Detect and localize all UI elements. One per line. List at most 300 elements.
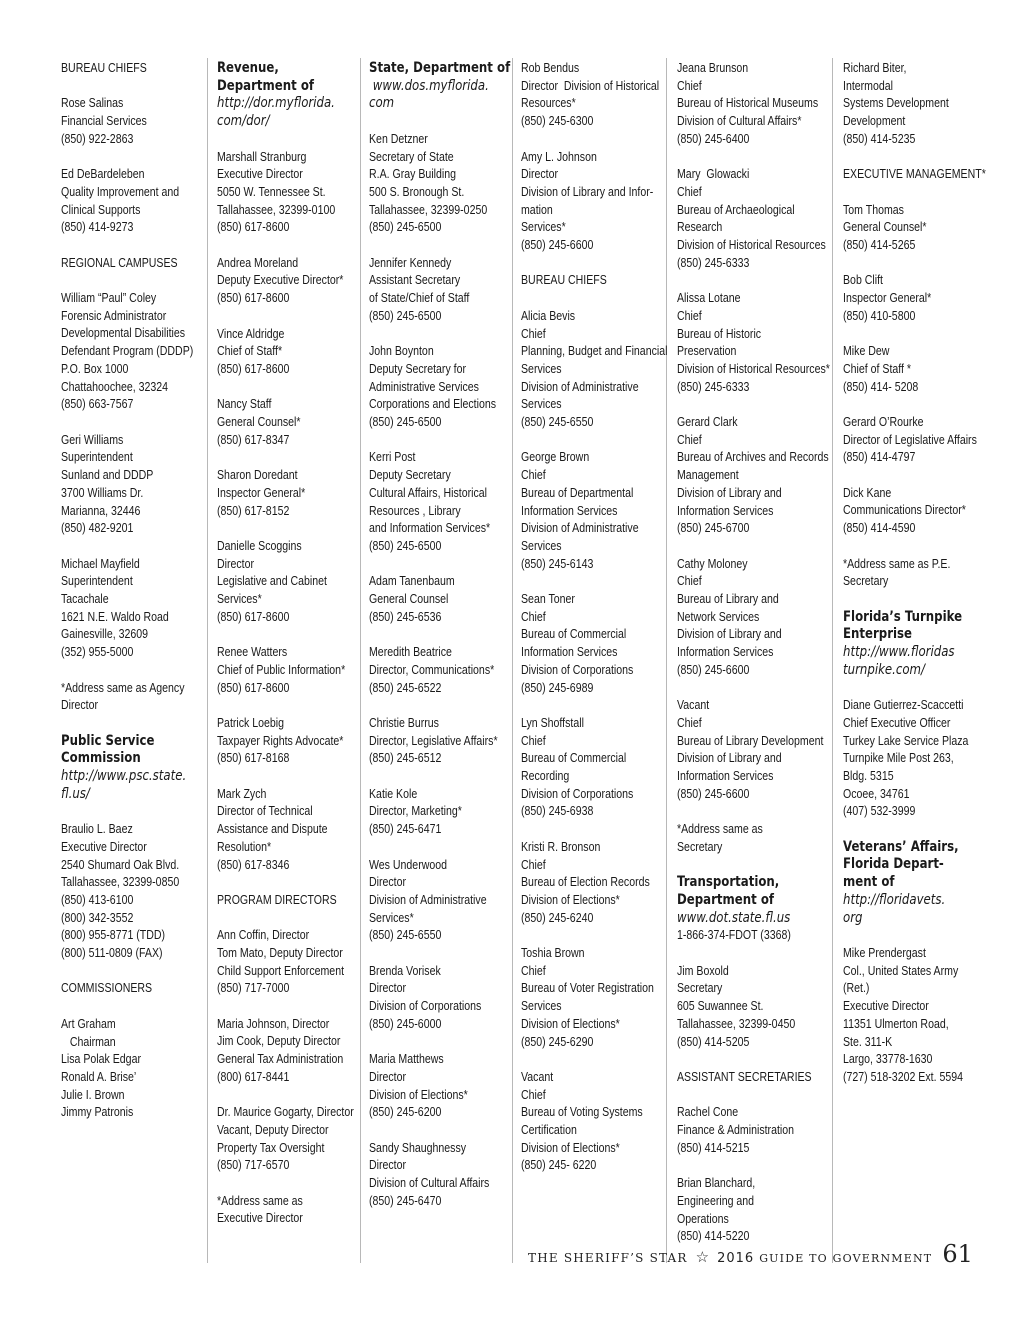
column-divider [832, 58, 833, 1263]
entry-line: Division of Library and [677, 485, 782, 500]
directory-entry [369, 255, 510, 326]
entry-line: Bureau of Voting Systems [521, 1105, 643, 1120]
entry-line: (352) 955-5000 [61, 645, 134, 660]
entry-line: (850) 245-6290 [521, 1034, 594, 1049]
entry-line: Bureau of Voter Registration [521, 981, 654, 996]
directory-entry [843, 272, 986, 325]
entry-line: (850) 413-6100 [61, 892, 134, 907]
entry-line: Andrea Moreland [217, 255, 299, 270]
directory-entry [61, 432, 193, 538]
entry-line: Information Services [677, 645, 774, 660]
entry-line: Taxpayer Rights Advocate* [217, 733, 344, 748]
entry-line: Cultural Affairs, Historical [369, 485, 487, 500]
entry-line: Services* [521, 220, 566, 235]
page-footer [528, 1240, 973, 1274]
entry-line: Communications Director* [843, 503, 966, 518]
directory-entry [217, 927, 354, 998]
entry-line: Bureau of Archaeological [677, 202, 795, 217]
entry-line: Turnpike Mile Post 263, [843, 751, 954, 766]
entry-line: 605 Suwannee St. [677, 999, 764, 1014]
entry-line: 2540 Shumard Oak Blvd. [61, 857, 180, 872]
entry-line: Chattahoochee, 32324 [61, 379, 169, 394]
entry-line: Largo, 33778-1630 [843, 1052, 933, 1067]
agency-title: Transportation, [677, 874, 780, 891]
directory-entry [61, 680, 193, 715]
entry-line: Bureau of Commercial [521, 627, 627, 642]
entry-line: Mike Prendergast [843, 945, 926, 960]
entry-line: Division of Library and Infor- [521, 184, 654, 199]
star-icon: ☆ [695, 1248, 710, 1266]
entry-line: Rob Bendus [521, 61, 580, 75]
entry-line: Chief [521, 468, 546, 483]
entry-line: Vacant [677, 698, 710, 713]
entry-line: (850) 245-6600 [677, 662, 750, 677]
entry-line: 1621 N.E. Waldo Road [61, 609, 169, 624]
entry-line: *Address same as [677, 822, 763, 837]
entry-line: (850) 414-5220 [677, 1229, 750, 1244]
entry-line: Jim Cook, Deputy Director [217, 1034, 341, 1049]
entry-line: (850) 414-9273 [61, 220, 134, 235]
entry-line: Chief [521, 326, 546, 341]
entry-line: Tallahassee, 32399-0250 [369, 202, 488, 217]
entry-line: (850) 414-4797 [843, 450, 916, 465]
entry-line: Art Graham [61, 1016, 116, 1031]
entry-line: John Boynton [369, 344, 434, 359]
entry-line: Resources* [521, 96, 576, 111]
entry-line: Director [521, 167, 559, 182]
entry-line: Chief [677, 432, 702, 447]
entry-line: Information Services [677, 769, 774, 784]
directory-entry [61, 556, 193, 662]
entry-line: Bureau of Library and [677, 592, 779, 607]
entry-line: Intermodal [843, 78, 893, 93]
agency-header [843, 609, 986, 680]
entry-line: Chief [677, 308, 702, 323]
entry-line: Maria Johnson, Director [217, 1016, 330, 1031]
entry-line: Lisa Polak Edgar [61, 1052, 141, 1067]
entry-line: (850) 245-6500 [369, 538, 442, 553]
entry-line: Ocoee, 34761 [843, 786, 910, 801]
agency-title: State, Department of [369, 60, 511, 76]
entry-line: Legislative and Cabinet [217, 574, 327, 589]
entry-line: Tallahassee, 32399-0850 [61, 875, 180, 890]
entry-line: (850) 245-6471 [369, 822, 442, 837]
entry-line: (850) 414-5215 [677, 1140, 750, 1155]
entry-line: REGIONAL CAMPUSES [61, 255, 178, 270]
guide-year: 2016 [717, 1251, 755, 1266]
entry-line: Director [369, 1158, 407, 1173]
agency-title: Public Service [61, 732, 155, 749]
directory-entry [369, 857, 510, 946]
entry-line: (850) 245-6143 [521, 556, 594, 571]
directory-entry [369, 573, 510, 626]
column-5 [677, 60, 830, 1264]
directory-entry [217, 644, 354, 697]
column-6 [843, 60, 986, 1104]
entry-line: Division of Cultural Affairs* [677, 114, 802, 129]
entry-line: EXECUTIVE MANAGEMENT* [843, 167, 986, 182]
entry-line: and Information Services* [369, 521, 491, 536]
entry-line: Division of Elections* [521, 1140, 620, 1155]
directory-entry [521, 149, 667, 255]
entry-line: Vince Aldridge [217, 326, 285, 341]
agency-title: Florida Depart- [843, 856, 944, 873]
entry-line: Executive Director [843, 999, 929, 1014]
directory-entry [677, 963, 830, 1052]
directory-entry [61, 1016, 193, 1122]
entry-line: Division of Administrative [369, 892, 487, 907]
directory-entry [217, 326, 354, 379]
entry-line: Inspector General* [843, 291, 932, 306]
entry-line: COMMISSIONERS [61, 981, 153, 996]
entry-line: Resolution* [217, 839, 272, 854]
entry-line: Division of Library and [677, 751, 782, 766]
directory-entry [677, 166, 830, 272]
entry-line: Secretary [677, 839, 723, 854]
entry-line: Bureau of Historical Museums [677, 96, 819, 111]
entry-line: Sharon Doredant [217, 468, 298, 483]
entry-line: *Address same as Agency [61, 680, 185, 695]
entry-line: (850) 482-9201 [61, 521, 134, 536]
entry-line: Engineering and [677, 1193, 755, 1208]
entry-line: (850) 414- 5208 [843, 379, 919, 394]
column-divider [360, 58, 361, 1263]
entry-line: (850) 245-6240 [521, 910, 594, 925]
entry-line: Ronald A. Brise’ [61, 1069, 137, 1084]
entry-line: (850) 414-5265 [843, 238, 916, 252]
directory-entry [521, 591, 667, 697]
page-number: 61 [942, 1240, 973, 1268]
entry-line: Col., United States Army [843, 963, 959, 978]
entry-line: Deputy Executive Director* [217, 273, 344, 288]
entry-line: Alicia Bevis [521, 308, 576, 323]
agency-url: http://dor.myflorida. [217, 95, 335, 112]
column-divider [512, 58, 513, 1263]
entry-line: (850) 617-8600 [217, 291, 290, 306]
entry-line: (800) 617-8441 [217, 1069, 290, 1084]
entry-line: Mary Glowacki [677, 167, 750, 182]
directory-entry [521, 945, 667, 1051]
directory-entry [217, 538, 354, 627]
entry-line: Bureau of Library Development [677, 733, 824, 748]
directory-entry [217, 715, 354, 768]
entry-line: Patrick Loebig [217, 715, 285, 730]
entry-line: Bureau of Historic [677, 326, 762, 341]
agency-title: Veterans’ Affairs, [843, 838, 959, 855]
entry-line: (850) 245-6333 [677, 255, 750, 270]
entry-line: (407) 532-3999 [843, 804, 916, 819]
entry-line: Chief [521, 733, 546, 748]
directory-entry [369, 449, 510, 555]
entry-line: Operations [677, 1211, 729, 1226]
agency-url: com [369, 95, 395, 112]
entry-line: Resources , Library [369, 503, 461, 518]
directory-entry [521, 449, 667, 573]
entry-line: ASSISTANT SECRETARIES [677, 1069, 812, 1084]
entry-line: (850) 414-5235 [843, 131, 916, 146]
entry-line: Maria Matthews [369, 1052, 444, 1067]
entry-line: (850) 617-8600 [217, 609, 290, 624]
entry-line: Adam Tanenbaum [369, 574, 455, 589]
entry-line: Property Tax Oversight [217, 1140, 325, 1155]
entry-line: (850) 245-6989 [521, 680, 594, 695]
entry-line: Chief [677, 715, 702, 730]
entry-line: Chief [521, 963, 546, 978]
entry-line: Director [369, 875, 407, 890]
agency-url: com/dor/ [217, 113, 270, 130]
directory-entry [677, 697, 830, 803]
entry-line: Information Services [521, 503, 618, 518]
entry-line: Dr. Maurice Gogarty, Director [217, 1105, 354, 1120]
entry-line: Tom Thomas [843, 202, 904, 217]
agency-title: Florida’s Turnpike [843, 608, 963, 625]
directory-entry [843, 945, 986, 1087]
entry-line: (850) 245-6536 [369, 609, 442, 624]
entry-line: Marianna, 32446 [61, 503, 141, 518]
entry-line: Sunland and DDDP [61, 468, 154, 483]
entry-line: Network Services [677, 609, 760, 624]
entry-line: Tacachale [61, 592, 109, 606]
entry-line: Services [521, 999, 562, 1014]
entry-line: Bureau of Commercial [521, 751, 627, 766]
entry-line: Assistant Secretary [369, 273, 461, 288]
entry-line: Ann Coffin, Director [217, 928, 310, 943]
entry-line: (850) 245-6700 [677, 521, 750, 536]
entry-line: Secretary [843, 574, 889, 589]
directory-entry [217, 396, 354, 449]
entry-line: Katie Kole [369, 786, 418, 801]
directory-entry [217, 786, 354, 875]
entry-line: Ed DeBardeleben [61, 167, 145, 182]
entry-line: (800) 511-0809 (FAX) [61, 946, 163, 961]
entry-line: (850) 245-6300 [521, 114, 594, 129]
entry-line: 11351 Ulmerton Road, [843, 1016, 949, 1031]
entry-line: Tallahassee, 32399-0450 [677, 1016, 796, 1031]
entry-line: Chief [521, 857, 546, 872]
entry-line: Services [521, 538, 562, 553]
entry-line: (800) 955-8771 (TDD) [61, 928, 166, 943]
entry-line: Sandy Shaughnessy [369, 1140, 467, 1155]
entry-line: Services [521, 397, 562, 412]
entry-line: BUREAU CHIEFS [521, 273, 607, 288]
entry-line: Bldg. 5315 [843, 768, 894, 783]
entry-line: Michael Mayfield [61, 556, 140, 571]
directory-entry [677, 821, 830, 856]
entry-line: Kerri Post [369, 450, 416, 465]
entry-line: *Address same as [217, 1193, 303, 1208]
entry-line: Development [843, 114, 906, 129]
entry-line: Marshall Stranburg [217, 149, 307, 164]
entry-line: Turkey Lake Service Plaza [843, 733, 969, 748]
entry-line: Superintendent [61, 450, 133, 465]
directory-entry [217, 467, 354, 520]
entry-line: Mark Zych [217, 786, 267, 801]
agency-title: Revenue, [217, 60, 279, 76]
directory-entry [369, 131, 510, 237]
directory-entry [521, 308, 667, 432]
entry-line: (850) 617-8600 [217, 361, 290, 376]
entry-line: Mike Dew [843, 344, 890, 359]
directory-entry [369, 644, 510, 697]
entry-line: Kristi R. Bronson [521, 839, 601, 854]
entry-line: Julie I. Brown [61, 1087, 125, 1102]
entry-line: Chief [677, 78, 702, 93]
entry-line: Director, Marketing* [369, 804, 462, 819]
entry-line: Management [677, 468, 739, 483]
directory-entry [843, 60, 986, 149]
entry-line: Danielle Scoggins [217, 538, 302, 553]
entry-line: Chief [521, 609, 546, 624]
directory-entry [521, 1069, 667, 1175]
entry-line: Diane Gutierrez-Scaccetti [843, 698, 964, 713]
entry-line: Ste. 311-K [843, 1034, 893, 1049]
entry-line: Ken Detzner [369, 131, 428, 146]
entry-line: 500 S. Bronough St. [369, 184, 465, 199]
agency-url: org [843, 909, 863, 926]
agency-title: Department of [217, 77, 315, 94]
entry-line: (850) 245-6500 [369, 415, 442, 430]
entry-line: Division of Elections* [369, 1087, 468, 1102]
agency-phone: 1-866-374-FDOT (3368) [677, 928, 791, 943]
entry-line: (850) 617-8168 [217, 751, 290, 766]
entry-line: P.O. Box 1000 [61, 361, 129, 376]
directory-entry [521, 60, 667, 131]
entry-line: Executive Director [217, 1211, 303, 1226]
entry-line: Services* [369, 910, 414, 925]
entry-line: Division of Historical Resources* [677, 361, 830, 376]
entry-line: (850) 245-6522 [369, 680, 442, 695]
entry-line: Geri Williams [61, 432, 124, 447]
entry-line: Brian Blanchard, [677, 1176, 756, 1191]
entry-line: Tallahassee, 32399-0100 [217, 202, 336, 217]
directory-entry [369, 786, 510, 839]
entry-line: (850) 414-5205 [677, 1034, 750, 1049]
entry-line: Chief of Staff * [843, 361, 912, 376]
entry-line: (850) 414-4590 [843, 521, 916, 536]
publication-name: THE SHERIFF’S STAR [528, 1251, 688, 1265]
entry-line: Gainesville, 32609 [61, 627, 149, 642]
entry-line: Jennifer Kennedy [369, 255, 452, 270]
entry-line: Director Division of Historical [521, 78, 660, 93]
entry-line: Information Services [677, 503, 774, 518]
directory-entry [677, 290, 830, 396]
entry-line: *Address same as P.E. [843, 556, 951, 571]
entry-line: (850) 617-8347 [217, 432, 290, 447]
agency-url: turnpike.com/ [843, 661, 925, 678]
entry-line: Chief [677, 184, 702, 199]
entry-line: Director [217, 556, 255, 571]
entry-line: (Ret.) [843, 981, 870, 996]
directory-entry [61, 290, 193, 414]
entry-line: Executive Director [217, 167, 303, 182]
entry-line: George Brown [521, 450, 590, 465]
entry-line: Division of Administrative [521, 521, 639, 536]
agency-header [843, 839, 986, 928]
entry-line: Chief Executive Officer [843, 715, 951, 730]
directory-entry [61, 95, 193, 148]
column-4 [521, 60, 667, 1193]
entry-line: Dick Kane [843, 485, 892, 500]
entry-line: Systems Development [843, 96, 949, 111]
entry-line: Wes Underwood [369, 857, 448, 872]
entry-line: Division of Corporations [369, 999, 482, 1014]
entry-line: mation [521, 202, 553, 217]
entry-line: Bureau of Departmental [521, 485, 634, 500]
agency-url: www.dos.myflorida. [369, 77, 489, 94]
entry-line: (727) 518-3202 Ext. 5594 [843, 1069, 963, 1084]
column-3 [369, 60, 510, 1228]
entry-line: Chief of Public Information* [217, 662, 346, 677]
column-1 [61, 60, 193, 1140]
entry-line: Nancy Staff [217, 397, 272, 412]
entry-line: Services* [217, 592, 262, 606]
entry-line: Information Services [521, 645, 618, 660]
entry-line: Bureau of Election Records [521, 875, 650, 890]
entry-line: Financial Services [61, 114, 147, 129]
entry-line: of State/Chief of Staff [369, 291, 470, 306]
directory-entry [677, 1104, 830, 1157]
entry-line: (850) 245- 6220 [521, 1158, 597, 1173]
entry-line: (850) 717-7000 [217, 981, 290, 996]
directory-entry [677, 60, 830, 149]
entry-line: Toshia Brown [521, 946, 585, 961]
entry-line: (850) 245-6550 [369, 928, 442, 943]
entry-line: (850) 245-6550 [521, 415, 594, 430]
directory-entry [217, 149, 354, 238]
directory-entry [843, 166, 986, 184]
directory-entry [843, 414, 986, 467]
entry-line: Division of Elections* [521, 1016, 620, 1031]
entry-line: Division of Cultural Affairs [369, 1176, 490, 1191]
directory-entry [369, 715, 510, 768]
column-2 [217, 60, 354, 1246]
entry-line: Executive Director [61, 839, 147, 854]
entry-line: Secretary [677, 981, 723, 996]
agency-title: ment of [843, 874, 895, 891]
entry-line: Tom Mato, Deputy Director [217, 945, 343, 960]
entry-line: (850) 922-2863 [61, 131, 134, 146]
entry-line: Division of Elections* [521, 892, 620, 907]
column-divider [207, 58, 208, 1263]
entry-line: (850) 245-6333 [677, 379, 750, 394]
agency-header [217, 60, 354, 131]
entry-line: (850) 245-6938 [521, 804, 594, 819]
entry-line: General Counsel* [217, 415, 301, 429]
entry-line: (850) 717-6570 [217, 1158, 290, 1173]
entry-line: Director [61, 698, 99, 713]
entry-line: Brenda Vorisek [369, 963, 441, 978]
entry-line: William “Paul” Coley [61, 291, 157, 306]
directory-entry [843, 343, 986, 396]
directory-entry [61, 255, 193, 273]
agency-url: http://www.floridas [843, 644, 955, 661]
directory-entry [369, 343, 510, 432]
directory-entry [843, 697, 986, 821]
entry-line: 5050 W. Tennessee St. [217, 184, 326, 199]
entry-line: Amy L. Johnson [521, 149, 597, 164]
entry-line: Deputy Secretary for [369, 361, 467, 376]
entry-line: General Counsel* [843, 220, 927, 235]
entry-line: (800) 342-3552 [61, 910, 134, 925]
entry-line: General Tax Administration [217, 1052, 344, 1067]
entry-line: Meredith Beatrice [369, 645, 452, 660]
entry-line: Recording [521, 769, 570, 784]
agency-url: http://www.psc.state. [61, 768, 187, 784]
agency-title: Department of [677, 891, 775, 908]
directory-entry [843, 485, 986, 538]
entry-line: Braulio L. Baez [61, 822, 133, 837]
directory-entry [369, 1051, 510, 1122]
